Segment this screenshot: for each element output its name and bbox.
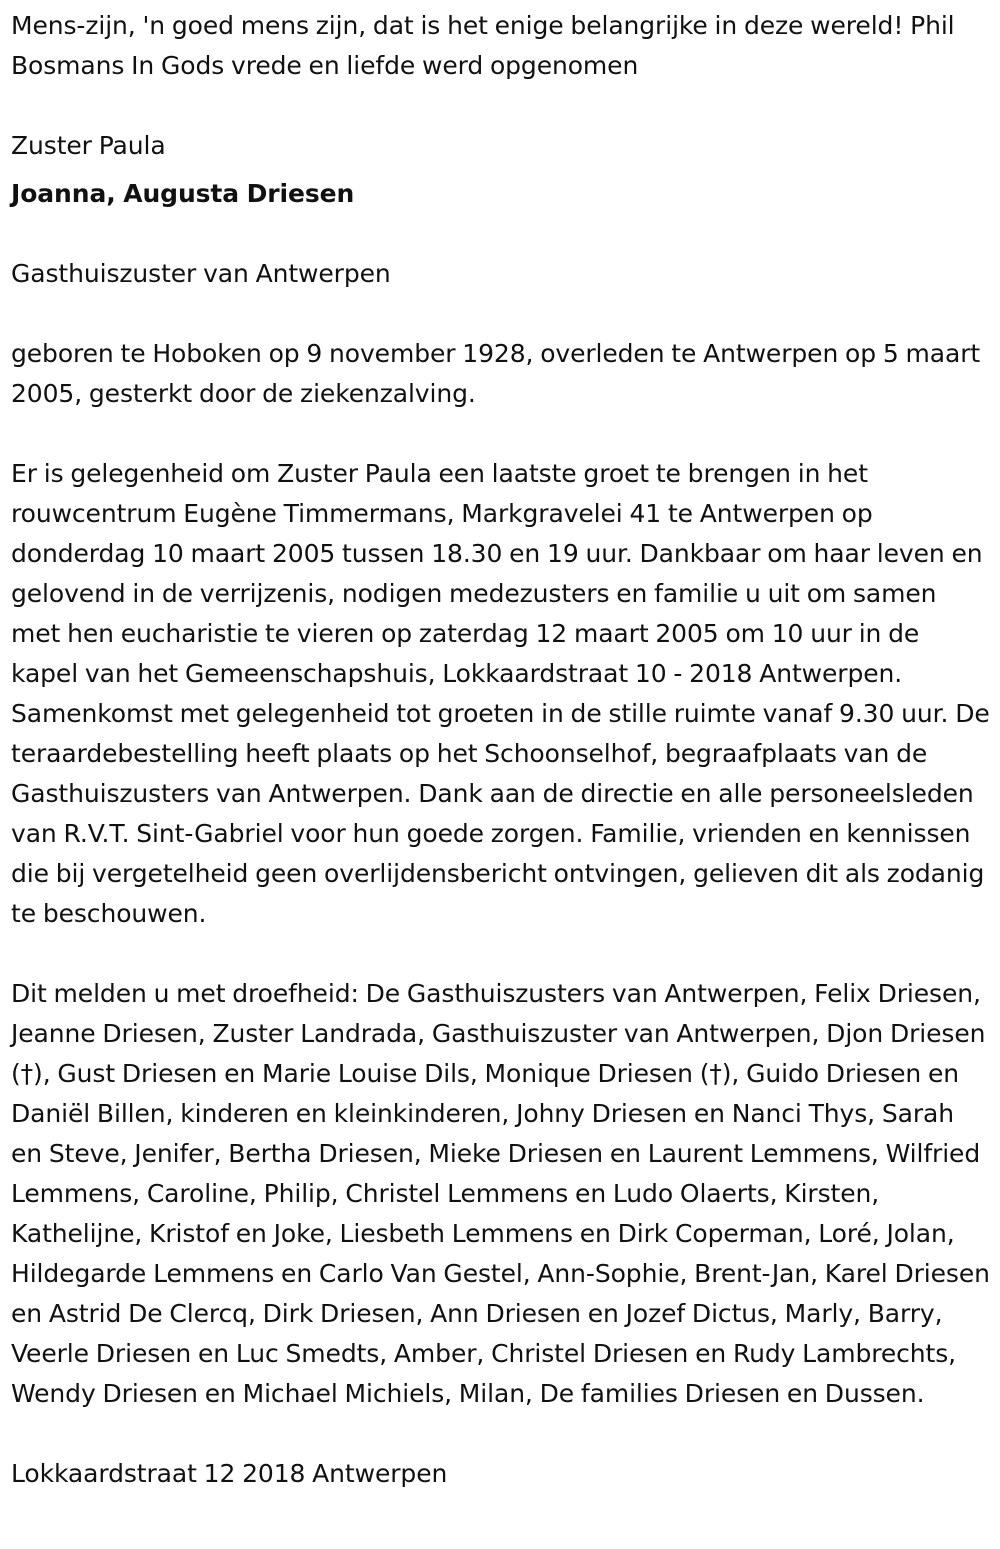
birth-death-paragraph: geboren te Hoboken op 9 november 1928, overleden te Antwerpen op 5 maart 2005, gesterkt door de ziekenzalving. [11,339,981,408]
announcers-paragraph: Dit melden u met droefheid: De Gasthuiszusters van Antwerpen, Felix Driesen, Jeanne Driesen, Zuster Landrada, Gasthuiszuster van Antwerpen, Djon Driesen (†), Gust Driesen en Marie Louise Dils, Monique Driesen (†), Guido Driesen en Daniël Billen, kinderen en kleinkinderen, Johny Driesen en Nanci Thys, Sarah en Steve, Jenifer, Bertha Driesen, Mieke Driesen en Laurent Lemmens, Wilfried Lemmens, Caroline, Philip, Christel Lemmens en Ludo Olaerts, Kirsten, Kathelijne, Kristof en Joke, Liesbeth Lemmens en Dirk Coperman, Loré, Jolan, Hildegarde Lemmens en Carlo Van Gestel, Ann-Sophie, Brent-Jan, Karel Driesen en Astrid De Clercq, Dirk Driesen, Ann Driesen en Jozef Dictus, Marly, Barry, Veerle Driesen en Luc Smedts, Amber, Christel Driesen en Rudy Lambrechts, Wendy Driesen en Michael Michiels, Milan, De families Driesen en Dussen. [11,979,990,1408]
address: Lokkaardstraat 12 2018 Antwerpen [11,1459,448,1488]
ceremony-paragraph: Er is gelegenheid om Zuster Paula een laatste groet te brengen in het rouwcentrum Eugène Timmermans, Markgravelei 41 te Antwerpen op donderdag 10 maart 2005 tussen 18.30 en 19 uur. Dankbaar om haar leven en gelovend in de verrijzenis, nodigen medezusters en familie u uit om samen met hen eucharistie te vieren op zaterdag 12 maart 2005 om 10 uur in de kapel van het Gemeenschapshuis, Lokkaardstraat 10 - 2018 Antwerpen. Samenkomst met gelegenheid tot groeten in de stille ruimte vanaf 9.30 uur. De teraardebestelling heeft plaats op het Schoonselhof, begraafplaats van de Gasthuiszusters van Antwerpen. Dank aan de directie en alle personeelsleden van R.V.T. Sint-Gabriel voor hun goede zorgen. Familie, vrienden en kennissen die bij vergetelheid geen overlijdensbericht ontvingen, gelieven dit als zodanig te beschouwen. [11,459,990,928]
religious-name: Zuster Paula [11,131,166,160]
full-name: Joanna, Augusta Driesen [11,179,355,208]
congregation: Gasthuiszuster van Antwerpen [11,259,391,288]
opening-quote: Mens-zijn, 'n goed mens zijn, dat is het enige belangrijke in deze wereld! Phil Bosmans In Gods vrede en liefde werd opgenomen [11,11,955,80]
